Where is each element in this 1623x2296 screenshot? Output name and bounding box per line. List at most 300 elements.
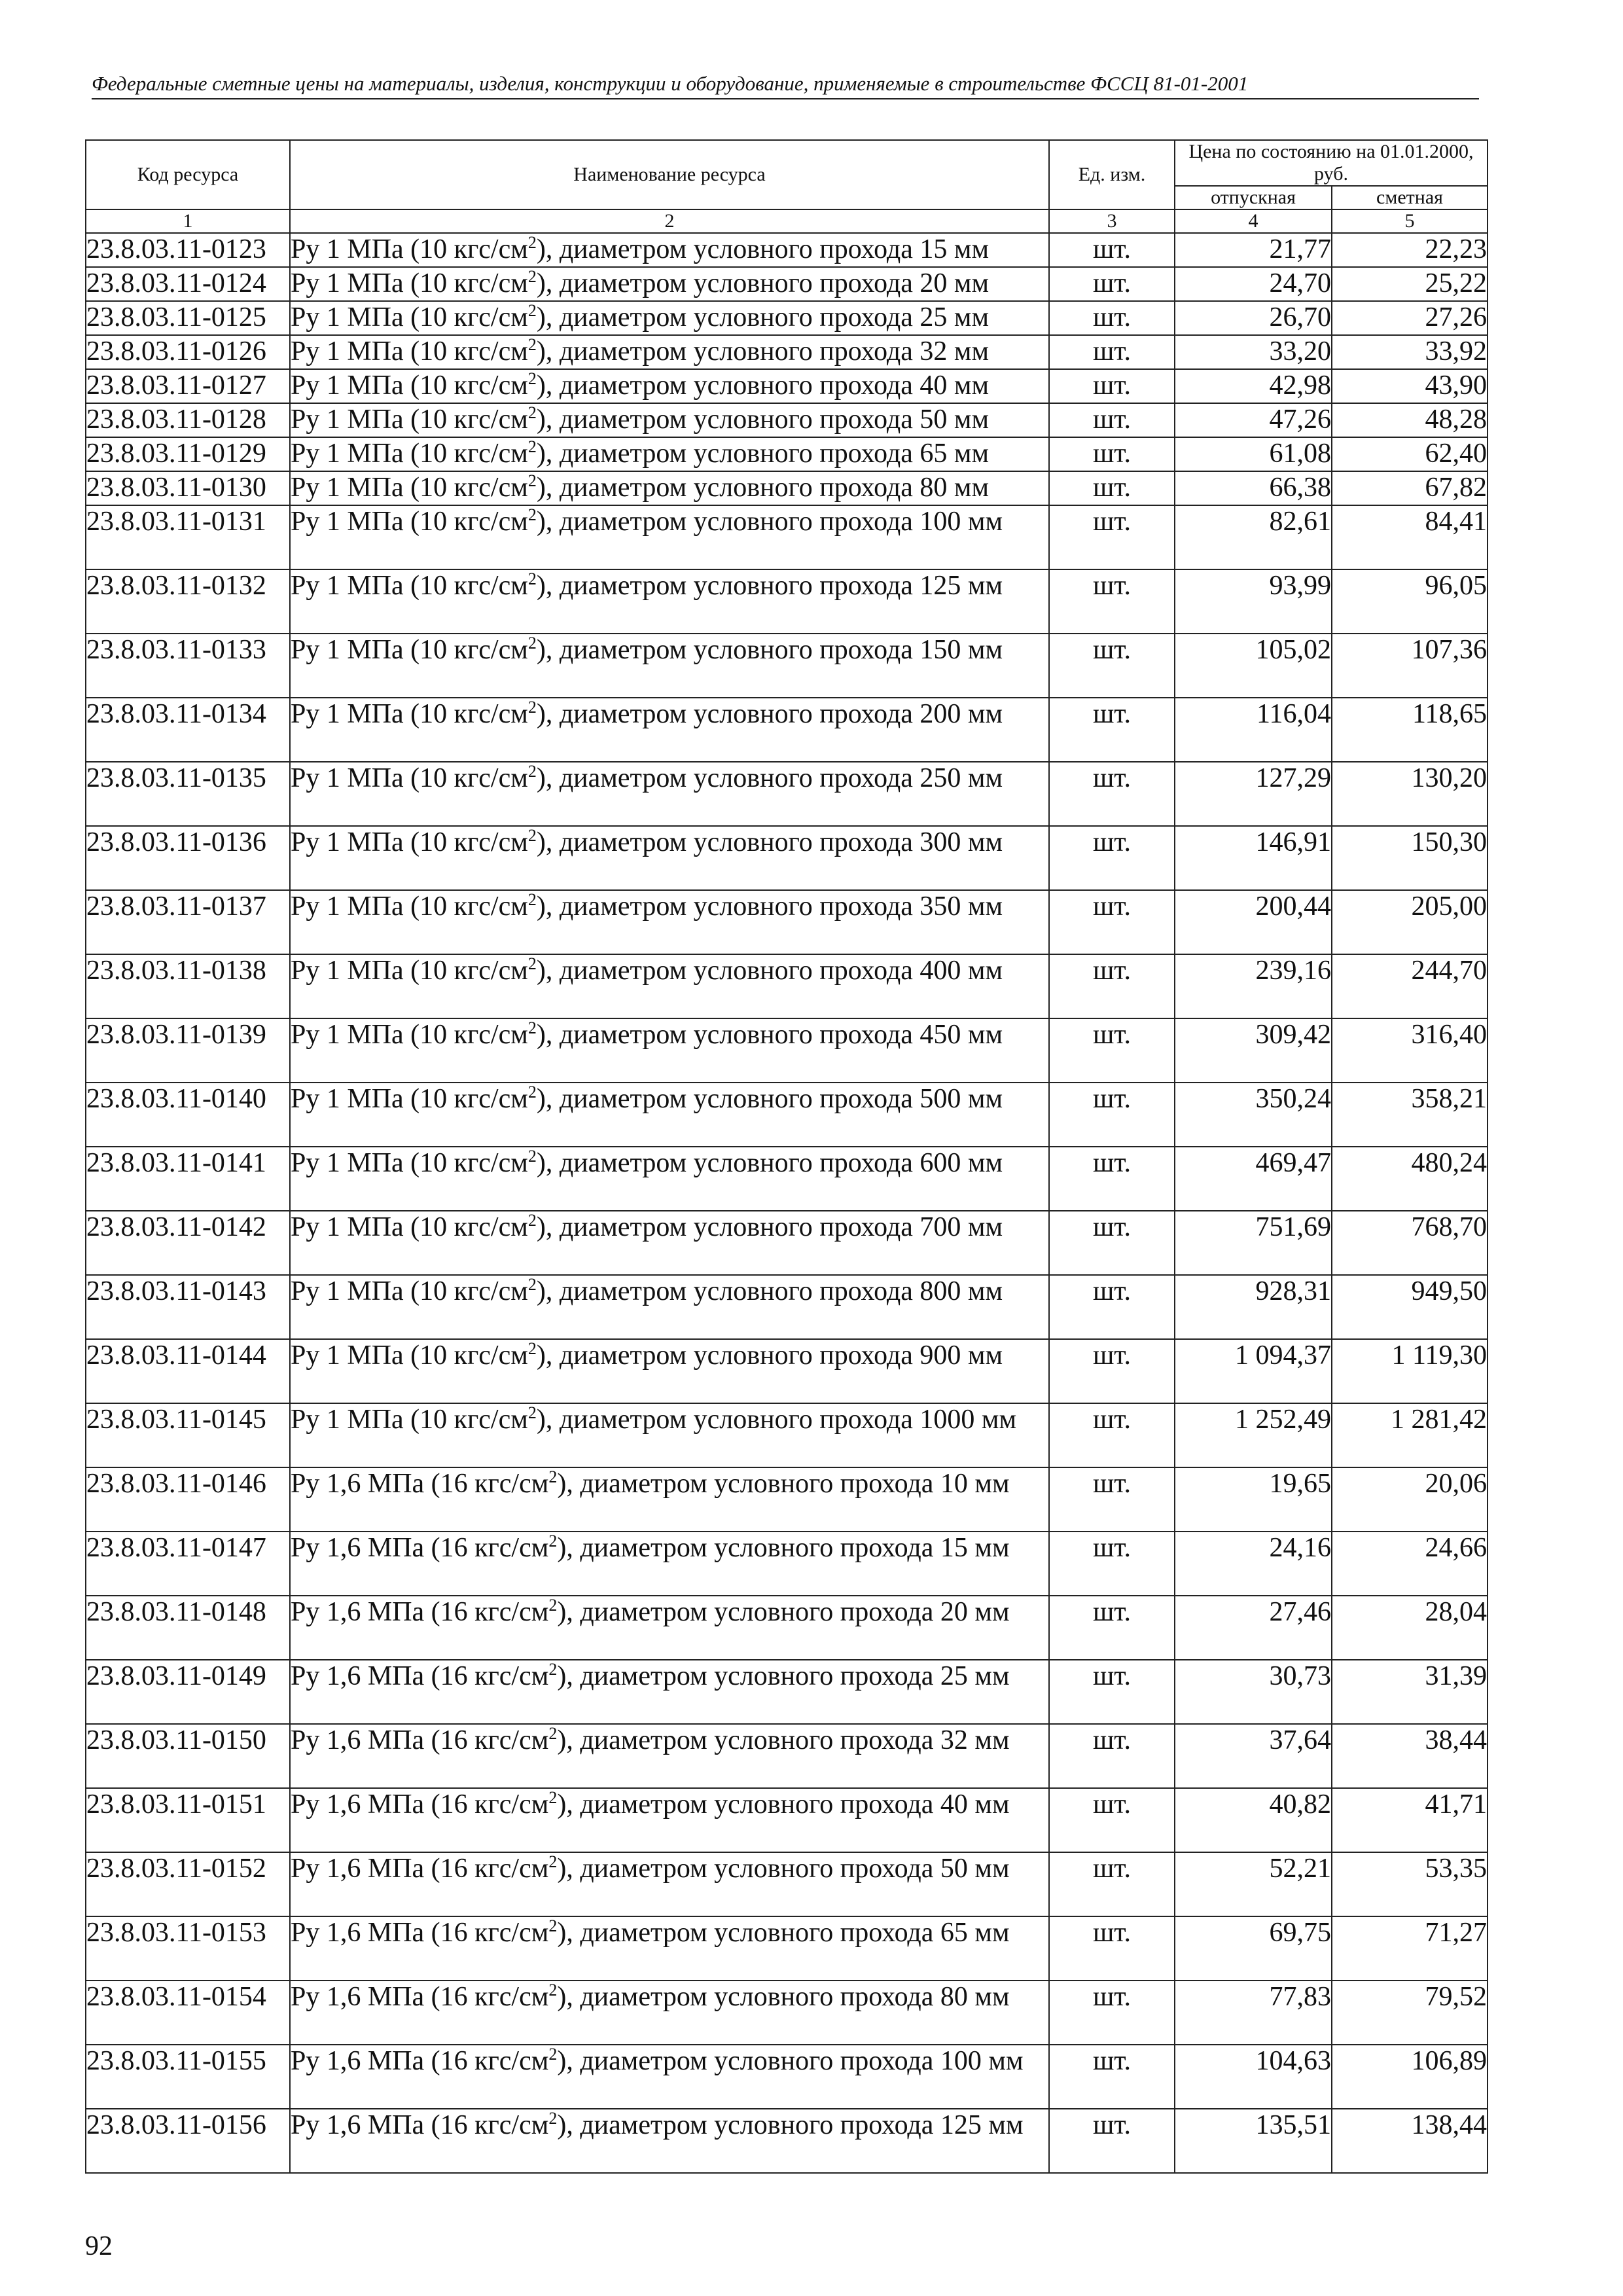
resource-unit: шт. xyxy=(1049,267,1175,301)
resource-unit: шт. xyxy=(1049,762,1175,826)
resource-name-part: ), диаметром условного прохода 250 мм xyxy=(536,763,1003,793)
resource-price-table xyxy=(85,139,1488,2174)
resource-name xyxy=(290,1724,1049,1788)
resource-name-part: ), диаметром условного прохода 20 мм xyxy=(536,268,990,298)
resource-name xyxy=(290,634,1049,698)
resource-name xyxy=(290,437,1049,471)
resource-unit: шт. xyxy=(1049,233,1175,267)
resource-name-part: ), диаметром условного прохода 50 мм xyxy=(536,404,990,435)
resource-code: 23.8.03.11-0142 xyxy=(86,1211,290,1275)
resource-name xyxy=(290,1916,1049,1981)
table-row xyxy=(86,1660,1488,1724)
table-row xyxy=(86,890,1488,954)
resource-name xyxy=(290,369,1049,403)
release-price: 200,44 xyxy=(1175,890,1332,954)
resource-name-superscript: 2 xyxy=(527,1147,537,1166)
resource-unit: шт. xyxy=(1049,890,1175,954)
resource-name xyxy=(290,2045,1049,2109)
resource-code: 23.8.03.11-0123 xyxy=(86,233,290,267)
resource-name-superscript: 2 xyxy=(527,1211,537,1230)
column-number: 4 xyxy=(1175,209,1332,233)
resource-name-part: ), диаметром условного прохода 300 мм xyxy=(536,827,1003,857)
resource-name-part: ), диаметром условного прохода 350 мм xyxy=(536,891,1003,922)
resource-name-part: ), диаметром условного прохода 100 мм xyxy=(536,507,1003,537)
resource-unit: шт. xyxy=(1049,471,1175,505)
header-release-price: отпускная xyxy=(1175,186,1332,209)
table-row xyxy=(86,471,1488,505)
release-price: 146,91 xyxy=(1175,826,1332,890)
resource-name-part: Ру 1,6 МПа (16 кгс/см xyxy=(291,1918,549,1948)
resource-name-part: Ру 1,6 МПа (16 кгс/см xyxy=(291,1854,549,1884)
resource-name xyxy=(290,335,1049,369)
resource-unit: шт. xyxy=(1049,1660,1175,1724)
table-row xyxy=(86,1018,1488,1083)
resource-unit: шт. xyxy=(1049,698,1175,762)
resource-name-part: Ру 1 МПа (10 кгс/см xyxy=(291,439,528,469)
estimate-price: 205,00 xyxy=(1332,890,1488,954)
resource-name-part: Ру 1 МПа (10 кгс/см xyxy=(291,1148,528,1178)
resource-name-part: Ру 1 МПа (10 кгс/см xyxy=(291,635,528,665)
resource-name-superscript: 2 xyxy=(548,2109,558,2128)
resource-code: 23.8.03.11-0135 xyxy=(86,762,290,826)
resource-unit: шт. xyxy=(1049,954,1175,1018)
release-price: 77,83 xyxy=(1175,1981,1332,2045)
resource-name-part: ), диаметром условного прохода 200 мм xyxy=(536,699,1003,729)
resource-name xyxy=(290,471,1049,505)
release-price: 105,02 xyxy=(1175,634,1332,698)
resource-name xyxy=(290,698,1049,762)
resource-code: 23.8.03.11-0134 xyxy=(86,698,290,762)
table-row xyxy=(86,569,1488,634)
estimate-price: 20,06 xyxy=(1332,1467,1488,1532)
table-row xyxy=(86,301,1488,335)
estimate-price: 118,65 xyxy=(1332,698,1488,762)
release-price: 82,61 xyxy=(1175,505,1332,569)
resource-name xyxy=(290,1018,1049,1083)
estimate-price: 130,20 xyxy=(1332,762,1488,826)
estimate-price: 244,70 xyxy=(1332,954,1488,1018)
estimate-price: 480,24 xyxy=(1332,1147,1488,1211)
resource-name-superscript: 2 xyxy=(527,233,537,252)
resource-name xyxy=(290,762,1049,826)
release-price: 751,69 xyxy=(1175,1211,1332,1275)
resource-unit: шт. xyxy=(1049,1147,1175,1211)
resource-name xyxy=(290,1660,1049,1724)
resource-name-part: Ру 1,6 МПа (16 кгс/см xyxy=(291,1597,549,1627)
table-row xyxy=(86,1852,1488,1916)
page-header: Федеральные сметные цены на материалы, изделия, конструкции и оборудование, применяемые в строительстве ФССЦ 81-01-2001 xyxy=(92,71,1479,99)
resource-code: 23.8.03.11-0138 xyxy=(86,954,290,1018)
release-price: 42,98 xyxy=(1175,369,1332,403)
resource-unit: шт. xyxy=(1049,2109,1175,2173)
resource-name-part: Ру 1 МПа (10 кгс/см xyxy=(291,956,528,986)
table-row xyxy=(86,1403,1488,1467)
resource-name-part: ), диаметром условного прохода 450 мм xyxy=(536,1020,1003,1050)
resource-name-part: Ру 1 МПа (10 кгс/см xyxy=(291,268,528,298)
table-row xyxy=(86,2109,1488,2173)
table-row xyxy=(86,1724,1488,1788)
resource-name-superscript: 2 xyxy=(548,1916,558,1935)
estimate-price: 84,41 xyxy=(1332,505,1488,569)
resource-name-part: ), диаметром условного прохода 125 мм xyxy=(536,571,1003,601)
resource-unit: шт. xyxy=(1049,1083,1175,1147)
resource-name xyxy=(290,1211,1049,1275)
resource-unit: шт. xyxy=(1049,335,1175,369)
estimate-price: 33,92 xyxy=(1332,335,1488,369)
estimate-price: 53,35 xyxy=(1332,1852,1488,1916)
resource-name-superscript: 2 xyxy=(527,1403,537,1422)
resource-name xyxy=(290,1083,1049,1147)
release-price: 93,99 xyxy=(1175,569,1332,634)
resource-name-part: Ру 1 МПа (10 кгс/см xyxy=(291,1020,528,1050)
estimate-price: 768,70 xyxy=(1332,1211,1488,1275)
resource-name-part: ), диаметром условного прохода 40 мм xyxy=(557,1789,1010,1820)
resource-code: 23.8.03.11-0145 xyxy=(86,1403,290,1467)
resource-name-part: ), диаметром условного прохода 125 мм xyxy=(557,2110,1024,2140)
release-price: 104,63 xyxy=(1175,2045,1332,2109)
resource-name-part: Ру 1 МПа (10 кгс/см xyxy=(291,302,528,332)
table-row xyxy=(86,403,1488,437)
resource-code: 23.8.03.11-0133 xyxy=(86,634,290,698)
resource-name-superscript: 2 xyxy=(527,1339,537,1358)
release-price: 127,29 xyxy=(1175,762,1332,826)
release-price: 239,16 xyxy=(1175,954,1332,1018)
resource-name-part: ), диаметром условного прохода 400 мм xyxy=(536,956,1003,986)
table-row xyxy=(86,1788,1488,1852)
resource-name xyxy=(290,569,1049,634)
resource-name-superscript: 2 xyxy=(527,762,537,781)
resource-name-part: Ру 1 МПа (10 кгс/см xyxy=(291,827,528,857)
resource-name-part: Ру 1 МПа (10 кгс/см xyxy=(291,1212,528,1242)
table-row xyxy=(86,437,1488,471)
resource-name-part: ), диаметром условного прохода 700 мм xyxy=(536,1212,1003,1242)
resource-name-part: Ру 1,6 МПа (16 кгс/см xyxy=(291,1789,549,1820)
resource-name-part: Ру 1 МПа (10 кгс/см xyxy=(291,234,528,264)
resource-code: 23.8.03.11-0154 xyxy=(86,1981,290,2045)
resource-name-part: Ру 1 МПа (10 кгс/см xyxy=(291,1340,528,1371)
resource-unit: шт. xyxy=(1049,634,1175,698)
table-row xyxy=(86,1339,1488,1403)
resource-name xyxy=(290,267,1049,301)
resource-name-superscript: 2 xyxy=(527,505,537,524)
resource-code: 23.8.03.11-0124 xyxy=(86,267,290,301)
resource-unit: шт. xyxy=(1049,2045,1175,2109)
resource-name xyxy=(290,1403,1049,1467)
resource-name-part: ), диаметром условного прохода 20 мм xyxy=(557,1597,1010,1627)
column-number: 1 xyxy=(86,209,290,233)
resource-code: 23.8.03.11-0155 xyxy=(86,2045,290,2109)
resource-name-superscript: 2 xyxy=(527,1275,537,1294)
estimate-price: 79,52 xyxy=(1332,1981,1488,2045)
resource-name-superscript: 2 xyxy=(527,471,537,490)
resource-code: 23.8.03.11-0143 xyxy=(86,1275,290,1339)
table-row xyxy=(86,1532,1488,1596)
resource-name xyxy=(290,1275,1049,1339)
resource-name xyxy=(290,1596,1049,1660)
estimate-price: 28,04 xyxy=(1332,1596,1488,1660)
resource-unit: шт. xyxy=(1049,1981,1175,2045)
estimate-price: 22,23 xyxy=(1332,233,1488,267)
estimate-price: 43,90 xyxy=(1332,369,1488,403)
release-price: 309,42 xyxy=(1175,1018,1332,1083)
resource-name-superscript: 2 xyxy=(527,1083,537,1102)
header-estimate-price: сметная xyxy=(1332,186,1488,209)
table-row xyxy=(86,1147,1488,1211)
estimate-price: 96,05 xyxy=(1332,569,1488,634)
resource-code: 23.8.03.11-0128 xyxy=(86,403,290,437)
resource-code: 23.8.03.11-0147 xyxy=(86,1532,290,1596)
resource-name-part: ), диаметром условного прохода 600 мм xyxy=(536,1148,1003,1178)
resource-name-superscript: 2 xyxy=(527,890,537,909)
resource-name-superscript: 2 xyxy=(527,403,537,422)
resource-name-superscript: 2 xyxy=(527,369,537,388)
resource-name-part: ), диаметром условного прохода 32 мм xyxy=(536,336,990,367)
resource-name-part: Ру 1 МПа (10 кгс/см xyxy=(291,1276,528,1306)
resource-name-part: ), диаметром условного прохода 25 мм xyxy=(557,1661,1010,1691)
resource-name-part: ), диаметром условного прохода 500 мм xyxy=(536,1084,1003,1114)
resource-code: 23.8.03.11-0137 xyxy=(86,890,290,954)
resource-code: 23.8.03.11-0149 xyxy=(86,1660,290,1724)
resource-name-part: Ру 1,6 МПа (16 кгс/см xyxy=(291,1725,549,1755)
column-number: 3 xyxy=(1049,209,1175,233)
estimate-price: 107,36 xyxy=(1332,634,1488,698)
table-row xyxy=(86,1981,1488,2045)
resource-name xyxy=(290,403,1049,437)
resource-unit: шт. xyxy=(1049,403,1175,437)
resource-name xyxy=(290,954,1049,1018)
resource-name-part: ), диаметром условного прохода 800 мм xyxy=(536,1276,1003,1306)
resource-code: 23.8.03.11-0125 xyxy=(86,301,290,335)
resource-name xyxy=(290,826,1049,890)
resource-name-superscript: 2 xyxy=(527,569,537,588)
release-price: 1 094,37 xyxy=(1175,1339,1332,1403)
resource-name xyxy=(290,1147,1049,1211)
resource-name-part: Ру 1,6 МПа (16 кгс/см xyxy=(291,1982,549,2012)
resource-code: 23.8.03.11-0153 xyxy=(86,1916,290,1981)
estimate-price: 949,50 xyxy=(1332,1275,1488,1339)
header-name: Наименование ресурса xyxy=(290,140,1049,209)
resource-unit: шт. xyxy=(1049,1596,1175,1660)
resource-name-superscript: 2 xyxy=(548,1724,558,1743)
resource-unit: шт. xyxy=(1049,1403,1175,1467)
estimate-price: 27,26 xyxy=(1332,301,1488,335)
release-price: 116,04 xyxy=(1175,698,1332,762)
resource-name-part: ), диаметром условного прохода 15 мм xyxy=(557,1533,1010,1563)
table-row xyxy=(86,762,1488,826)
resource-code: 23.8.03.11-0139 xyxy=(86,1018,290,1083)
table-row xyxy=(86,1083,1488,1147)
column-number: 2 xyxy=(290,209,1049,233)
resource-name-part: ), диаметром условного прохода 32 мм xyxy=(557,1725,1010,1755)
release-price: 928,31 xyxy=(1175,1275,1332,1339)
table-row xyxy=(86,267,1488,301)
header-price: Цена по состоянию на 01.01.2000, руб. xyxy=(1175,140,1488,186)
estimate-price: 358,21 xyxy=(1332,1083,1488,1147)
resource-unit: шт. xyxy=(1049,369,1175,403)
estimate-price: 67,82 xyxy=(1332,471,1488,505)
resource-unit: шт. xyxy=(1049,437,1175,471)
resource-code: 23.8.03.11-0141 xyxy=(86,1147,290,1211)
resource-name-part: Ру 1 МПа (10 кгс/см xyxy=(291,1084,528,1114)
release-price: 33,20 xyxy=(1175,335,1332,369)
resource-name xyxy=(290,505,1049,569)
resource-name-part: ), диаметром условного прохода 25 мм xyxy=(536,302,990,332)
resource-unit: шт. xyxy=(1049,1852,1175,1916)
table-row xyxy=(86,1916,1488,1981)
release-price: 26,70 xyxy=(1175,301,1332,335)
resource-name-superscript: 2 xyxy=(548,1532,558,1551)
resource-unit: шт. xyxy=(1049,1339,1175,1403)
release-price: 27,46 xyxy=(1175,1596,1332,1660)
estimate-price: 38,44 xyxy=(1332,1724,1488,1788)
resource-name-part: ), диаметром условного прохода 150 мм xyxy=(536,635,1003,665)
resource-unit: шт. xyxy=(1049,1018,1175,1083)
table-row xyxy=(86,1275,1488,1339)
estimate-price: 1 281,42 xyxy=(1332,1403,1488,1467)
resource-name-part: ), диаметром условного прохода 900 мм xyxy=(536,1340,1003,1371)
table-row xyxy=(86,369,1488,403)
resource-name-superscript: 2 xyxy=(548,1660,558,1679)
resource-unit: шт. xyxy=(1049,1467,1175,1532)
release-price: 61,08 xyxy=(1175,437,1332,471)
resource-name-part: Ру 1 МПа (10 кгс/см xyxy=(291,699,528,729)
resource-code: 23.8.03.11-0152 xyxy=(86,1852,290,1916)
resource-name xyxy=(290,233,1049,267)
resource-unit: шт. xyxy=(1049,505,1175,569)
release-price: 66,38 xyxy=(1175,471,1332,505)
table-row xyxy=(86,1211,1488,1275)
resource-code: 23.8.03.11-0144 xyxy=(86,1339,290,1403)
resource-code: 23.8.03.11-0136 xyxy=(86,826,290,890)
table-row xyxy=(86,233,1488,267)
resource-name-part: ), диаметром условного прохода 40 мм xyxy=(536,370,990,401)
resource-name-part: ), диаметром условного прохода 15 мм xyxy=(536,234,990,264)
resource-name-part: ), диаметром условного прохода 80 мм xyxy=(536,473,990,503)
resource-code: 23.8.03.11-0130 xyxy=(86,471,290,505)
resource-name-part: ), диаметром условного прохода 100 мм xyxy=(557,2046,1024,2076)
estimate-price: 48,28 xyxy=(1332,403,1488,437)
release-price: 37,64 xyxy=(1175,1724,1332,1788)
estimate-price: 24,66 xyxy=(1332,1532,1488,1596)
resource-name-part: Ру 1 МПа (10 кгс/см xyxy=(291,370,528,401)
release-price: 1 252,49 xyxy=(1175,1403,1332,1467)
resource-name-superscript: 2 xyxy=(527,634,537,653)
resource-unit: шт. xyxy=(1049,1788,1175,1852)
header-unit: Ед. изм. xyxy=(1049,140,1175,209)
resource-name xyxy=(290,1981,1049,2045)
resource-name-part: Ру 1,6 МПа (16 кгс/см xyxy=(291,2110,549,2140)
resource-name-superscript: 2 xyxy=(527,698,537,717)
resource-name xyxy=(290,1532,1049,1596)
resource-name-superscript: 2 xyxy=(527,954,537,973)
resource-name-part: Ру 1 МПа (10 кгс/см xyxy=(291,473,528,503)
release-price: 30,73 xyxy=(1175,1660,1332,1724)
resource-name-superscript: 2 xyxy=(527,301,537,320)
estimate-price: 138,44 xyxy=(1332,2109,1488,2173)
release-price: 69,75 xyxy=(1175,1916,1332,1981)
estimate-price: 150,30 xyxy=(1332,826,1488,890)
resource-name-part: ), диаметром условного прохода 50 мм xyxy=(557,1854,1010,1884)
resource-name-part: Ру 1 МПа (10 кгс/см xyxy=(291,571,528,601)
release-price: 24,70 xyxy=(1175,267,1332,301)
estimate-price: 31,39 xyxy=(1332,1660,1488,1724)
table-row xyxy=(86,505,1488,569)
estimate-price: 106,89 xyxy=(1332,2045,1488,2109)
resource-name xyxy=(290,1852,1049,1916)
table-row xyxy=(86,826,1488,890)
resource-name-part: ), диаметром условного прохода 1000 мм xyxy=(536,1405,1017,1435)
release-price: 469,47 xyxy=(1175,1147,1332,1211)
release-price: 52,21 xyxy=(1175,1852,1332,1916)
resource-code: 23.8.03.11-0127 xyxy=(86,369,290,403)
release-price: 47,26 xyxy=(1175,403,1332,437)
resource-name-part: Ру 1,6 МПа (16 кгс/см xyxy=(291,2046,549,2076)
table-row xyxy=(86,634,1488,698)
resource-name-part: ), диаметром условного прохода 65 мм xyxy=(557,1918,1010,1948)
resource-name-part: Ру 1 МПа (10 кгс/см xyxy=(291,404,528,435)
resource-unit: шт. xyxy=(1049,1211,1175,1275)
resource-name xyxy=(290,1339,1049,1403)
release-price: 135,51 xyxy=(1175,2109,1332,2173)
table-row xyxy=(86,954,1488,1018)
resource-unit: шт. xyxy=(1049,301,1175,335)
resource-name xyxy=(290,1788,1049,1852)
resource-name-part: ), диаметром условного прохода 65 мм xyxy=(536,439,990,469)
release-price: 40,82 xyxy=(1175,1788,1332,1852)
resource-name xyxy=(290,890,1049,954)
estimate-price: 316,40 xyxy=(1332,1018,1488,1083)
header-code: Код ресурса xyxy=(86,140,290,209)
resource-unit: шт. xyxy=(1049,1275,1175,1339)
resource-code: 23.8.03.11-0140 xyxy=(86,1083,290,1147)
table-row xyxy=(86,1596,1488,1660)
resource-name-part: Ру 1 МПа (10 кгс/см xyxy=(291,1405,528,1435)
release-price: 24,16 xyxy=(1175,1532,1332,1596)
release-price: 350,24 xyxy=(1175,1083,1332,1147)
resource-name-part: ), диаметром условного прохода 10 мм xyxy=(557,1469,1010,1499)
table-row xyxy=(86,1467,1488,1532)
resource-name xyxy=(290,301,1049,335)
resource-name-superscript: 2 xyxy=(548,1596,558,1615)
estimate-price: 62,40 xyxy=(1332,437,1488,471)
estimate-price: 25,22 xyxy=(1332,267,1488,301)
resource-code: 23.8.03.11-0129 xyxy=(86,437,290,471)
resource-name-superscript: 2 xyxy=(548,1788,558,1807)
resource-name-superscript: 2 xyxy=(527,335,537,354)
resource-name-superscript: 2 xyxy=(548,1852,558,1871)
resource-code: 23.8.03.11-0150 xyxy=(86,1724,290,1788)
resource-name-superscript: 2 xyxy=(527,826,537,845)
table-body xyxy=(86,233,1488,2173)
release-price: 21,77 xyxy=(1175,233,1332,267)
resource-name-superscript: 2 xyxy=(527,437,537,456)
resource-name-superscript: 2 xyxy=(548,1467,558,1486)
resource-name xyxy=(290,2109,1049,2173)
table-row xyxy=(86,2045,1488,2109)
release-price: 19,65 xyxy=(1175,1467,1332,1532)
table-row xyxy=(86,698,1488,762)
resource-code: 23.8.03.11-0126 xyxy=(86,335,290,369)
estimate-price: 1 119,30 xyxy=(1332,1339,1488,1403)
resource-unit: шт. xyxy=(1049,1724,1175,1788)
resource-name-part: Ру 1,6 МПа (16 кгс/см xyxy=(291,1533,549,1563)
estimate-price: 71,27 xyxy=(1332,1916,1488,1981)
table-row xyxy=(86,335,1488,369)
resource-unit: шт. xyxy=(1049,1916,1175,1981)
resource-code: 23.8.03.11-0151 xyxy=(86,1788,290,1852)
resource-name-superscript: 2 xyxy=(548,2045,558,2064)
resource-unit: шт. xyxy=(1049,569,1175,634)
